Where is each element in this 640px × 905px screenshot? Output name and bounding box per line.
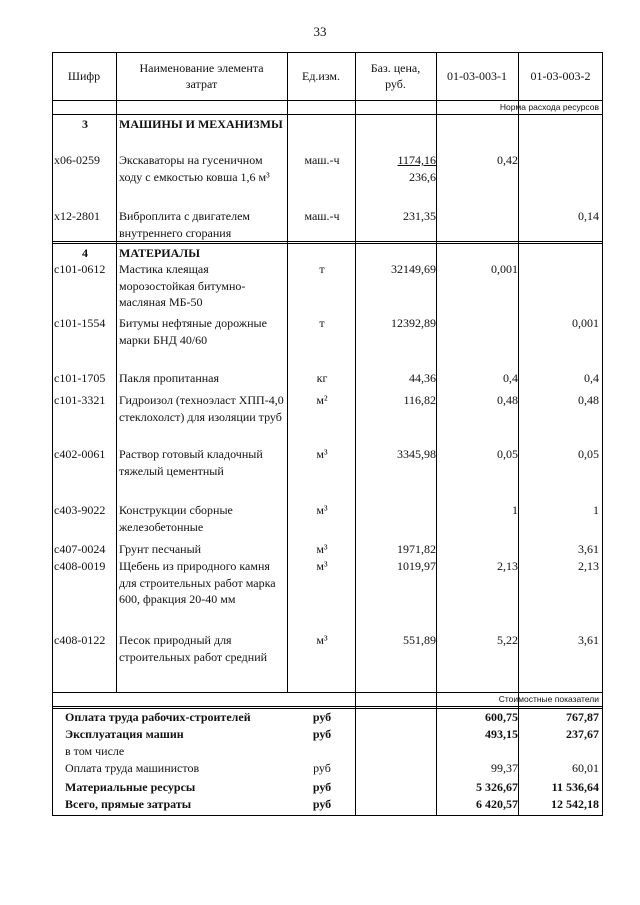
header-code: Шифр (67, 69, 101, 83)
section-divider (52, 241, 603, 244)
cell-code: с101-1705 (54, 371, 106, 385)
section-number: 4 (82, 246, 88, 260)
cell-price (357, 152, 436, 185)
cell-unit: м³ (316, 447, 328, 461)
summary-label: Всего, прямые затраты (65, 797, 192, 811)
header-price (355, 52, 436, 100)
cell-code: с402-0061 (54, 447, 106, 461)
cell-unit: м³ (316, 559, 328, 573)
cell-unit: м² (316, 393, 328, 407)
summary-value-a: 99,37 (491, 761, 518, 775)
resource-table (52, 52, 603, 816)
cell-name: Виброплита с двигателем внутреннего сгорания (119, 209, 251, 240)
cell-norm-b: 1 (593, 503, 599, 517)
summary-unit: руб (312, 727, 332, 741)
cell-norm-a: 0,001 (491, 262, 518, 276)
summary-value-b: 237,67 (566, 727, 599, 741)
column-divider (287, 52, 288, 692)
summary-label: Материальные ресурсы (65, 780, 196, 794)
cell-name: Щебень из природного камня для строительных работ марка 600, фракция 20-40 мм (119, 559, 276, 606)
section-title: МАТЕРИАЛЫ (119, 246, 200, 260)
cell-code: с101-1554 (54, 316, 106, 330)
cell-code: с101-0612 (54, 262, 106, 276)
cell-norm-a: 0,05 (497, 447, 518, 461)
column-divider (116, 52, 117, 692)
cell-norm-a: 2,13 (497, 559, 518, 573)
cell-unit: м³ (316, 542, 328, 556)
cell-price: 231,35 (403, 209, 436, 223)
cell-norm-a: 0,4 (503, 371, 518, 385)
page-number: 33 (313, 24, 327, 39)
summary-value-b: 60,01 (572, 761, 599, 775)
cell-unit: маш.-ч (304, 209, 340, 223)
summary-value-b: 12 542,18 (551, 797, 599, 811)
cell-norm-b: 0,14 (578, 209, 599, 223)
cell-norm-b: 0,48 (578, 393, 599, 407)
cell-price: 551,89 (403, 633, 436, 647)
summary-label: в том числе (65, 744, 125, 758)
cell-unit: маш.-ч (304, 153, 340, 167)
cell-norm-b: 2,13 (578, 559, 599, 573)
cell-norm-a: 0,48 (497, 393, 518, 407)
cell-code: с408-0122 (54, 633, 106, 647)
cell-price: 32149,69 (391, 262, 436, 276)
column-divider (436, 52, 437, 816)
cell-unit: т (319, 262, 325, 276)
cell-name: Экскаваторы на гусеничном ходу с емкостью ковша 1,6 м³ (119, 153, 270, 184)
summary-unit: руб (312, 780, 332, 794)
summary-unit: руб (312, 797, 332, 811)
cell-price: 116,82 (403, 393, 436, 407)
cell-code: с408-0019 (54, 559, 106, 573)
summary-value-a: 600,75 (485, 710, 518, 724)
cell-name: Песок природный для строительных работ средний (119, 633, 268, 664)
cell-code: с407-0024 (54, 542, 106, 556)
summary-label: Оплата труда рабочих-строителей (65, 710, 251, 724)
cell-norm-b: 0,05 (578, 447, 599, 461)
cell-price: 12392,89 (391, 316, 436, 330)
cost-caption: Стоимостные показатели (498, 694, 599, 704)
cell-name: Мастика клеящая морозостойкая битумно-масляная МБ-50 (119, 262, 246, 309)
header-col-b: 01-03-003-2 (530, 69, 591, 83)
cell-price: 1019,97 (397, 559, 436, 573)
cell-name: Конструкции сборные железобетонные (119, 503, 233, 534)
cell-norm-a: 5,22 (497, 633, 518, 647)
summary-value-a: 6 420,57 (476, 797, 518, 811)
cell-norm-a: 0,42 (497, 153, 518, 167)
cell-unit: м³ (316, 503, 328, 517)
norm-caption: Норма расхода ресурсов (499, 102, 599, 112)
cell-norm-b: 0,001 (572, 316, 599, 330)
header-name-line2: затрат (185, 77, 218, 91)
summary-unit: руб (312, 710, 332, 724)
cell-code: с403-9022 (54, 503, 106, 517)
cell-code: с101-3321 (54, 393, 106, 407)
cell-price: 44,36 (409, 371, 436, 385)
cell-norm-b: 3,61 (578, 633, 599, 647)
summary-value-a: 493,15 (485, 727, 518, 741)
cell-unit: кг (316, 371, 328, 385)
cell-name: Гидроизол (техноэласт ХПП-4,0 стеклохолст) для изоляции труб (119, 393, 284, 424)
summary-row (52, 779, 603, 796)
header-price-line1: Баз. цена, (370, 61, 421, 75)
summary-unit: руб (313, 761, 331, 775)
cell-code: х12-2801 (54, 209, 100, 223)
header-col-a: 01-03-003-1 (447, 69, 507, 83)
section-number: 3 (82, 117, 88, 131)
cell-unit: м³ (316, 633, 328, 647)
summary-label: Оплата труда машинистов (65, 761, 200, 775)
summary-row (52, 726, 603, 743)
cell-name: Грунт песчаный (119, 542, 202, 556)
cell-name: Битумы нефтяные дорожные марки БНД 40/60 (119, 316, 267, 347)
section-title: МАШИНЫ И МЕХАНИЗМЫ (119, 117, 283, 131)
cell-price: 1971,82 (397, 542, 436, 556)
cell-norm-b: 0,4 (584, 371, 599, 385)
column-divider (355, 52, 356, 816)
header-name (116, 52, 287, 100)
summary-value-b: 767,87 (566, 710, 599, 724)
cell-unit: т (319, 316, 325, 330)
summary-value-a: 5 326,67 (476, 780, 518, 794)
cell-norm-b: 3,61 (578, 542, 599, 556)
cell-name: Раствор готовый кладочный тяжелый цементный (119, 447, 263, 478)
summary-row (52, 796, 603, 813)
cell-norm-a: 1 (512, 503, 518, 517)
summary-row (52, 743, 603, 760)
header-price-line2: руб. (385, 77, 406, 91)
summary-value-b: 11 536,64 (551, 780, 599, 794)
cell-price-value: 1174,16 (397, 153, 436, 167)
cell-code: х06-0259 (54, 153, 100, 167)
summary-row (52, 709, 603, 726)
norm-divider (52, 114, 603, 115)
cell-price-secondary: 236,6 (409, 169, 436, 184)
header-name-line1: Наименование элемента (139, 61, 264, 75)
summary-row (52, 760, 603, 777)
summary-label: Эксплуатация машин (65, 727, 184, 741)
header-unit: Ед.изм. (301, 69, 341, 83)
cell-name: Пакля пропитанная (119, 371, 220, 385)
cell-price: 3345,98 (397, 447, 436, 461)
